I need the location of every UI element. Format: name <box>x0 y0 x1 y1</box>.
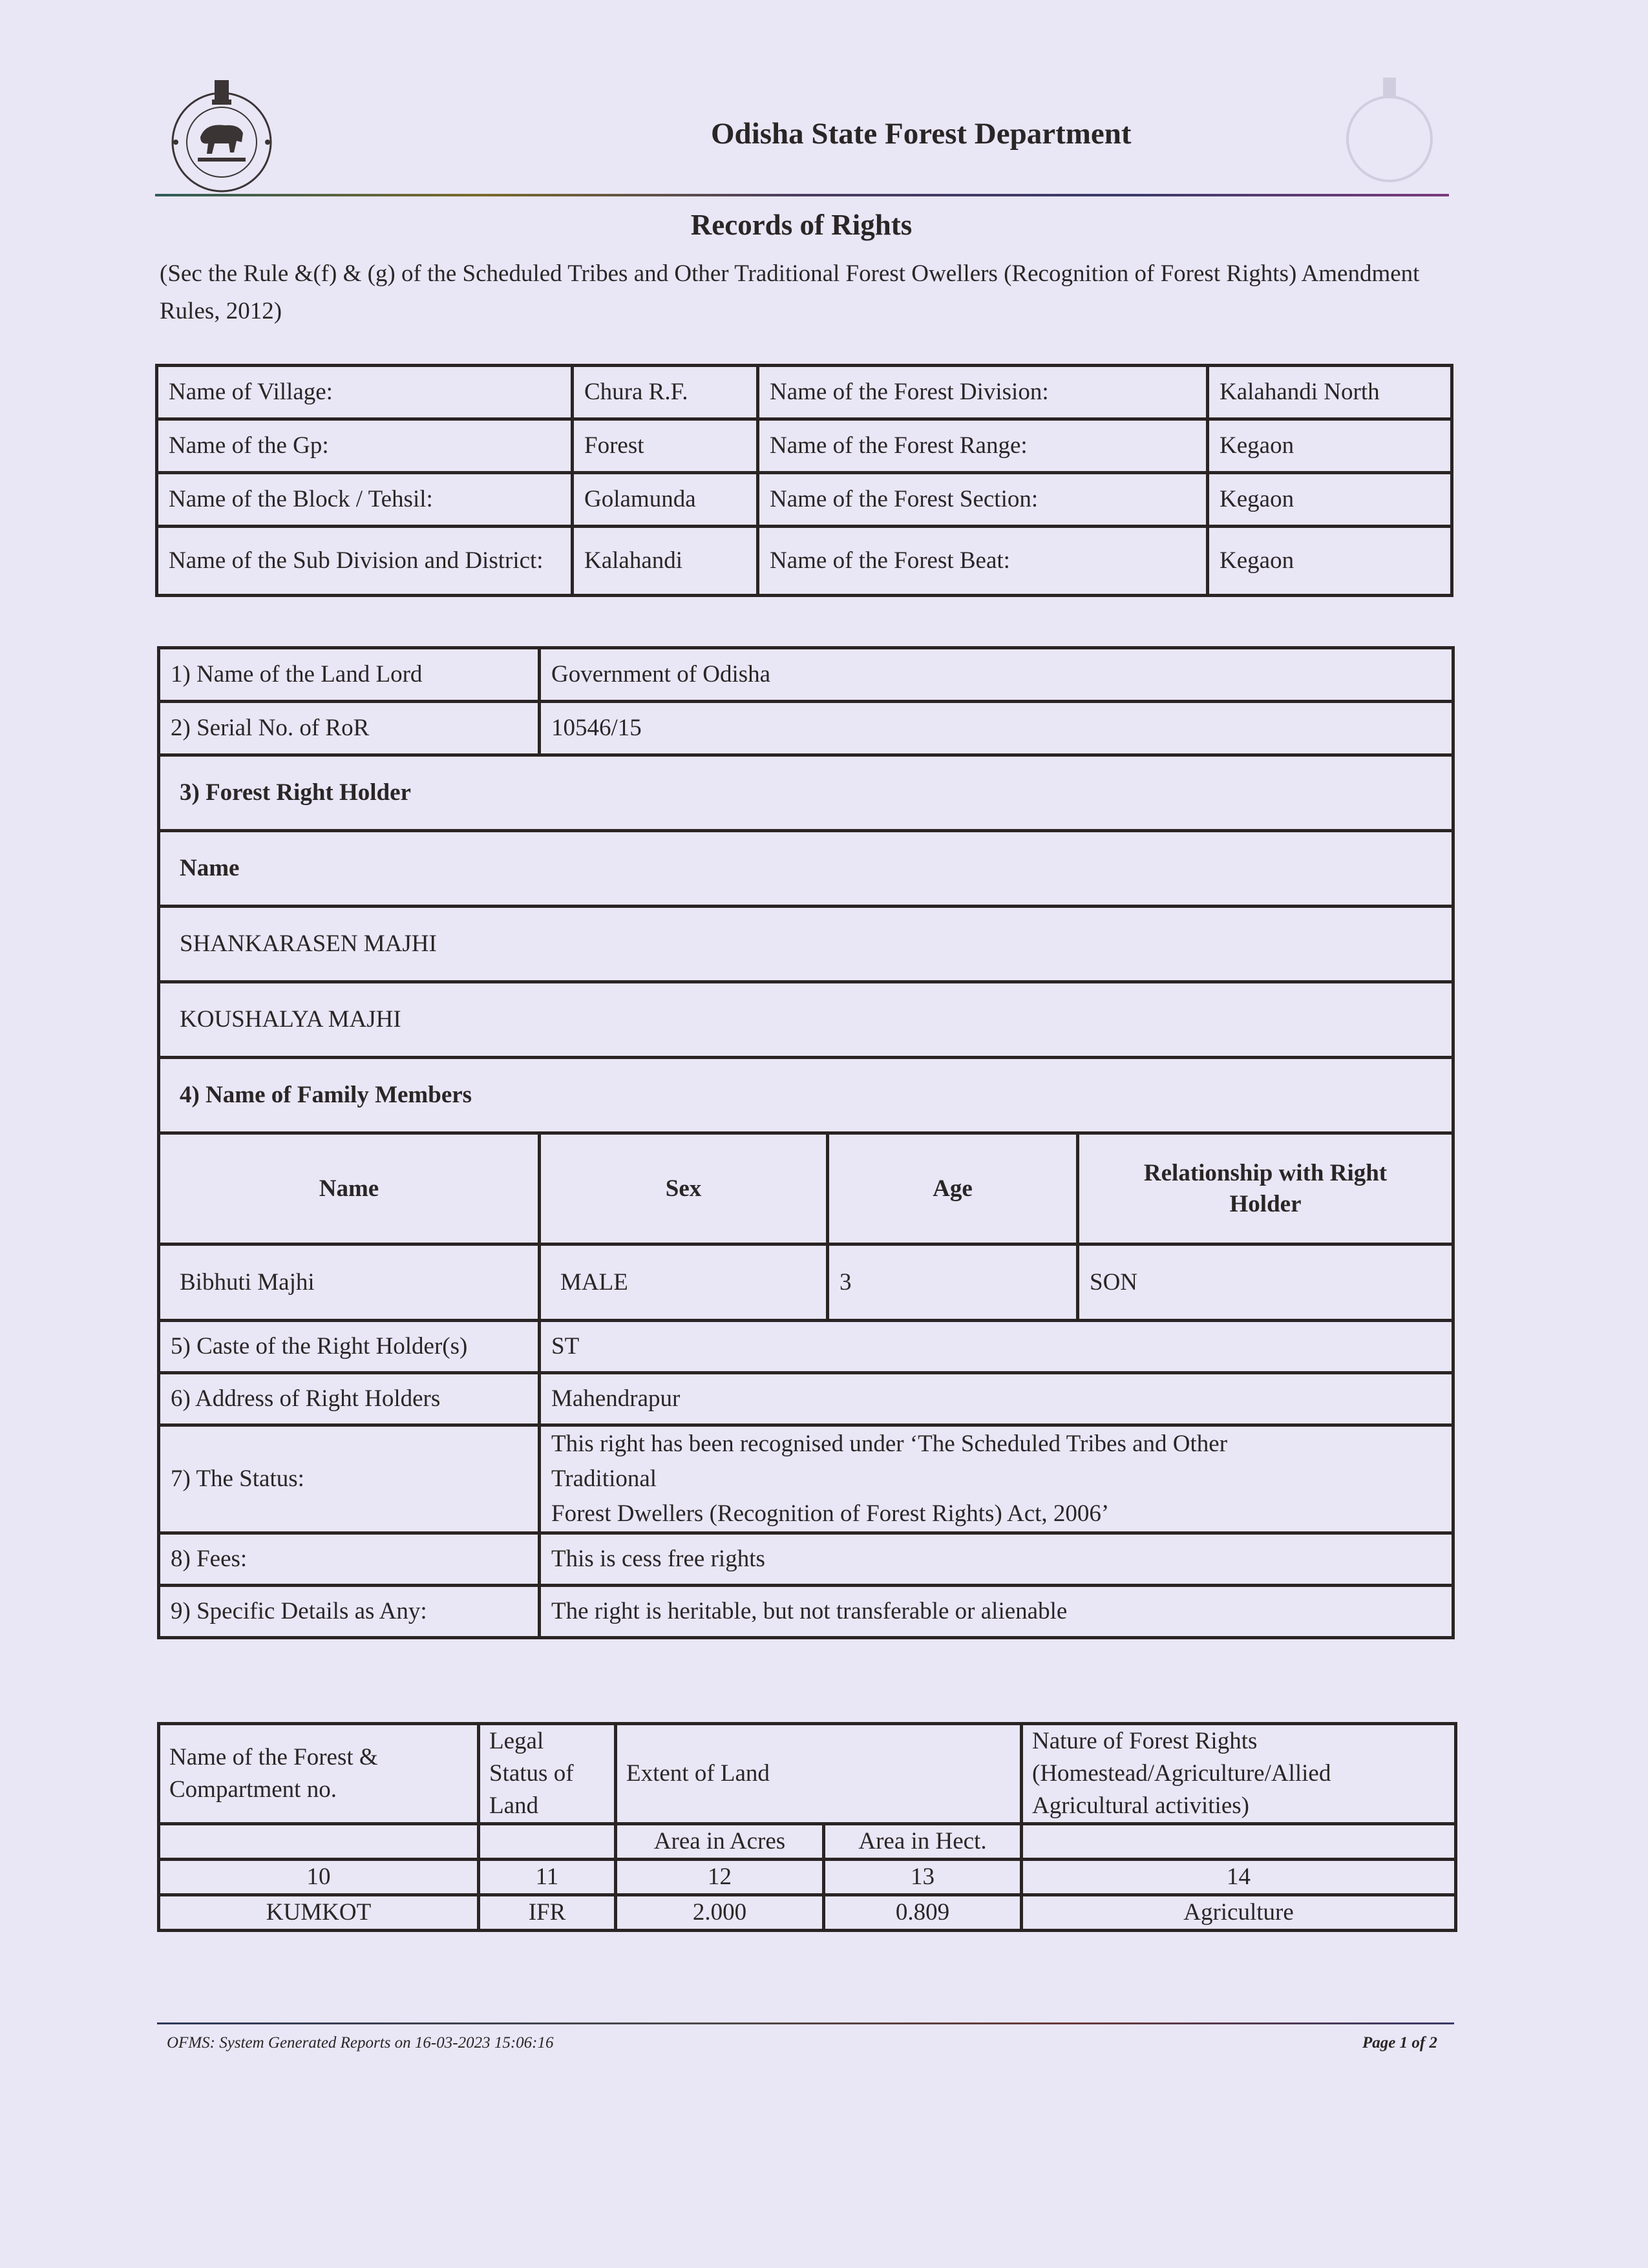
table-row <box>159 1321 1453 1373</box>
rule-reference: (Sec the Rule &(f) & (g) of the Scheduled Tribes and Other Traditional Forest Owellers (Recognition of Forest Rights) Amendment Rules, 2012) <box>160 260 1420 324</box>
status-line: Traditional <box>551 1465 657 1492</box>
family-col-age: Age <box>828 1133 1078 1244</box>
family-col-sex: Sex <box>540 1133 828 1244</box>
status-value <box>540 1425 1453 1533</box>
status-line: Forest Dwellers (Recognition of Forest Rights) Act, 2006’ <box>551 1500 1110 1527</box>
page-title: Records of Rights <box>690 209 913 241</box>
family-member-relationship: SON <box>1078 1244 1453 1321</box>
land-lord-label: 1) Name of the Land Lord <box>159 648 540 702</box>
col-area-hect: Area in Hect. <box>824 1824 1022 1860</box>
forest-range-value: Kegaon <box>1208 419 1452 473</box>
details-value: The right is heritable, but not transferable or alienable <box>540 1586 1453 1638</box>
empty-cell <box>479 1824 616 1860</box>
forest-section-value: Kegaon <box>1208 473 1452 527</box>
land-data-row <box>159 1895 1456 1931</box>
table-row <box>157 419 1452 473</box>
fees-value: This is cess free rights <box>540 1533 1453 1586</box>
table-row <box>159 1425 1453 1533</box>
serial-value: 10546/15 <box>540 702 1453 755</box>
village-value: Chura R.F. <box>573 366 758 419</box>
location-table <box>155 364 1453 597</box>
family-member-name: Bibhuti Majhi <box>159 1244 540 1321</box>
table-row <box>159 831 1453 907</box>
col-number: 14 <box>1022 1860 1456 1895</box>
forest-section-label: Name of the Forest Section: <box>758 473 1208 527</box>
table-row <box>159 702 1453 755</box>
forest-division-value: Kalahandi North <box>1208 366 1452 419</box>
col-extent: Extent of Land <box>616 1724 1022 1824</box>
table-row <box>159 907 1453 982</box>
status-line: This right has been recognised under ‘The Scheduled Tribes and Other <box>551 1431 1228 1457</box>
col-number: 10 <box>159 1860 479 1895</box>
table-row <box>157 527 1452 596</box>
legal-status-value: IFR <box>479 1895 616 1931</box>
generated-timestamp: OFMS: System Generated Reports on 16-03-2023 15:06:16 <box>167 2034 554 2052</box>
table-row <box>159 648 1453 702</box>
col-nature: Nature of Forest Rights (Homestead/Agriculture/Allied Agricultural activities) <box>1022 1724 1456 1824</box>
col-forest-name: Name of the Forest & Compartment no. <box>159 1724 479 1824</box>
footer-divider <box>157 2022 1454 2024</box>
address-label: 6) Address of Right Holders <box>159 1373 540 1425</box>
subdivision-label: Name of the Sub Division and District: <box>157 527 573 596</box>
area-acres-value: 2.000 <box>616 1895 824 1931</box>
department-title: Odisha State Forest Department <box>711 117 1132 151</box>
empty-cell <box>159 1824 479 1860</box>
land-subheader-row <box>159 1824 1456 1860</box>
caste-value: ST <box>540 1321 1453 1373</box>
land-number-row <box>159 1860 1456 1895</box>
gp-value: Forest <box>573 419 758 473</box>
family-member-age: 3 <box>828 1244 1078 1321</box>
col-area-acres: Area in Acres <box>616 1824 824 1860</box>
table-row <box>157 366 1452 419</box>
serial-label: 2) Serial No. of RoR <box>159 702 540 755</box>
forest-name-value: KUMKOT <box>159 1895 479 1931</box>
table-row <box>159 1533 1453 1586</box>
family-member-row <box>159 1244 1453 1321</box>
right-holder-name: SHANKARASEN MAJHI <box>159 907 1453 982</box>
land-lord-value: Government of Odisha <box>540 648 1453 702</box>
table-row <box>159 1058 1453 1133</box>
watermark-seal <box>1341 74 1438 191</box>
table-row <box>159 755 1453 831</box>
gp-label: Name of the Gp: <box>157 419 573 473</box>
address-value: Mahendrapur <box>540 1373 1453 1425</box>
forest-division-label: Name of the Forest Division: <box>758 366 1208 419</box>
col-legal-status: Legal Status of Land <box>479 1724 616 1824</box>
status-label: 7) The Status: <box>159 1425 540 1533</box>
details-label: 9) Specific Details as Any: <box>159 1586 540 1638</box>
name-heading: Name <box>159 831 1453 907</box>
col-number: 12 <box>616 1860 824 1895</box>
family-col-name: Name <box>159 1133 540 1244</box>
village-label: Name of Village: <box>157 366 573 419</box>
family-col-relationship: Relationship with Right Holder <box>1078 1133 1453 1244</box>
right-holder-name: KOUSHALYA MAJHI <box>159 982 1453 1058</box>
header-divider <box>155 194 1449 196</box>
block-value: Golamunda <box>573 473 758 527</box>
forest-beat-label: Name of the Forest Beat: <box>758 527 1208 596</box>
table-row <box>159 1586 1453 1638</box>
table-row <box>157 473 1452 527</box>
col-number: 13 <box>824 1860 1022 1895</box>
forest-beat-value: Kegaon <box>1208 527 1452 596</box>
table-row <box>159 1373 1453 1425</box>
block-label: Name of the Block / Tehsil: <box>157 473 573 527</box>
family-member-sex: MALE <box>540 1244 828 1321</box>
nature-value: Agriculture <box>1022 1895 1456 1931</box>
land-header-row <box>159 1724 1456 1824</box>
land-table <box>157 1722 1457 1932</box>
table-row <box>159 982 1453 1058</box>
forest-range-label: Name of the Forest Range: <box>758 419 1208 473</box>
page-number: Page 1 of 2 <box>1362 2034 1437 2052</box>
family-header-row <box>159 1133 1453 1244</box>
record-table <box>157 646 1455 1639</box>
empty-cell <box>1022 1824 1456 1860</box>
area-hect-value: 0.809 <box>824 1895 1022 1931</box>
fees-label: 8) Fees: <box>159 1533 540 1586</box>
right-holder-heading: 3) Forest Right Holder <box>159 755 1453 831</box>
subdivision-value: Kalahandi <box>573 527 758 596</box>
family-heading: 4) Name of Family Members <box>159 1058 1453 1133</box>
odisha-emblem-logo <box>167 78 277 196</box>
col-number: 11 <box>479 1860 616 1895</box>
caste-label: 5) Caste of the Right Holder(s) <box>159 1321 540 1373</box>
